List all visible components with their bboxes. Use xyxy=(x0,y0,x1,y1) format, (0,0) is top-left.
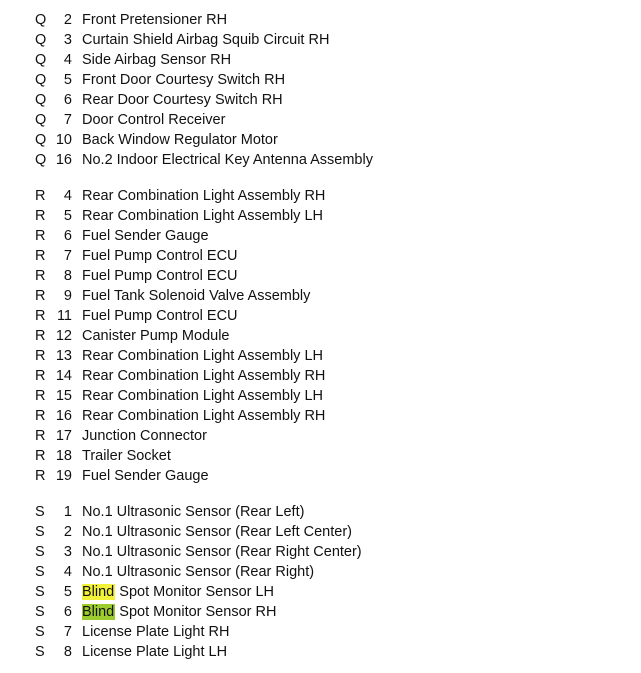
connector-description: No.1 Ultrasonic Sensor (Rear Right) xyxy=(82,564,315,580)
description-text: Spot Monitor Sensor LH xyxy=(115,584,275,600)
connector-row xyxy=(0,10,641,30)
connector-letter: R xyxy=(35,368,46,384)
connector-number: 7 xyxy=(63,112,72,128)
connector-number: 6 xyxy=(63,92,72,108)
connector-description: Rear Combination Light Assembly RH xyxy=(82,408,326,424)
connector-row xyxy=(0,582,641,602)
connector-number: 6 xyxy=(63,604,72,620)
connector-letter: S xyxy=(35,644,45,660)
connector-number: 5 xyxy=(63,72,72,88)
connector-letter: S xyxy=(35,524,45,540)
connector-group xyxy=(0,186,641,486)
connector-description: Fuel Pump Control ECU xyxy=(82,248,238,264)
connector-number: 4 xyxy=(63,564,72,580)
connector-letter: Q xyxy=(35,92,47,108)
connector-number: 19 xyxy=(55,468,72,484)
connector-number: 8 xyxy=(63,268,72,284)
connector-letter: S xyxy=(35,624,45,640)
connector-row xyxy=(0,426,641,446)
connector-description xyxy=(82,602,276,622)
connector-number: 10 xyxy=(55,132,72,148)
connector-row xyxy=(0,466,641,486)
connector-description: Fuel Tank Solenoid Valve Assembly xyxy=(82,288,311,304)
connector-number: 9 xyxy=(63,288,72,304)
connector-number: 16 xyxy=(55,152,72,168)
connector-row xyxy=(0,326,641,346)
connector-number: 3 xyxy=(63,544,72,560)
connector-number: 16 xyxy=(55,408,72,424)
connector-number: 14 xyxy=(55,368,72,384)
connector-number: 2 xyxy=(63,12,72,28)
connector-letter: R xyxy=(35,428,46,444)
connector-row xyxy=(0,130,641,150)
connector-letter: S xyxy=(35,604,45,620)
connector-row xyxy=(0,642,641,662)
connector-description: No.1 Ultrasonic Sensor (Rear Left) xyxy=(82,504,305,520)
connector-letter: R xyxy=(35,248,46,264)
connector-row xyxy=(0,306,641,326)
connector-row xyxy=(0,226,641,246)
connector-number: 6 xyxy=(63,228,72,244)
connector-description: No.1 Ultrasonic Sensor (Rear Left Center) xyxy=(82,524,352,540)
connector-row xyxy=(0,622,641,642)
connector-row xyxy=(0,286,641,306)
connector-number: 17 xyxy=(55,428,72,444)
connector-row xyxy=(0,502,641,522)
connector-number: 4 xyxy=(63,188,72,204)
connector-letter: R xyxy=(35,308,46,324)
connector-row xyxy=(0,522,641,542)
connector-letter: S xyxy=(35,504,45,520)
connector-letter: Q xyxy=(35,32,47,48)
connector-description: License Plate Light RH xyxy=(82,624,230,640)
connector-row xyxy=(0,446,641,466)
connector-letter: R xyxy=(35,228,46,244)
connector-letter: S xyxy=(35,544,45,560)
connector-description xyxy=(82,582,274,602)
connector-description: Rear Door Courtesy Switch RH xyxy=(82,92,283,108)
connector-number: 7 xyxy=(63,624,72,640)
connector-description: Rear Combination Light Assembly LH xyxy=(82,348,323,364)
connector-letter: Q xyxy=(35,52,47,68)
connector-row xyxy=(0,562,641,582)
connector-description: Fuel Sender Gauge xyxy=(82,228,209,244)
connector-number: 15 xyxy=(55,388,72,404)
connector-group xyxy=(0,10,641,170)
connector-letter: R xyxy=(35,388,46,404)
connector-number: 4 xyxy=(63,52,72,68)
connector-row xyxy=(0,346,641,366)
connector-number: 1 xyxy=(63,504,72,520)
connector-description: Fuel Pump Control ECU xyxy=(82,268,238,284)
connector-letter: R xyxy=(35,288,46,304)
connector-row xyxy=(0,90,641,110)
connector-letter: Q xyxy=(35,72,47,88)
connector-letter: R xyxy=(35,208,46,224)
connector-description: Rear Combination Light Assembly RH xyxy=(82,188,326,204)
connector-description: Fuel Pump Control ECU xyxy=(82,308,238,324)
connector-row xyxy=(0,50,641,70)
connector-number: 13 xyxy=(55,348,72,364)
connector-letter: S xyxy=(35,564,45,580)
connector-description: No.1 Ultrasonic Sensor (Rear Right Center) xyxy=(82,544,362,560)
connector-row xyxy=(0,70,641,90)
connector-letter: R xyxy=(35,468,46,484)
connector-number: 2 xyxy=(63,524,72,540)
connector-row xyxy=(0,206,641,226)
connector-description: Front Door Courtesy Switch RH xyxy=(82,72,286,88)
highlighted-text: Blind xyxy=(82,604,115,620)
connector-number: 18 xyxy=(55,448,72,464)
connector-row xyxy=(0,602,641,622)
connector-row xyxy=(0,542,641,562)
connector-description: Back Window Regulator Motor xyxy=(82,132,278,148)
connector-description: Door Control Receiver xyxy=(82,112,226,128)
connector-row xyxy=(0,266,641,286)
connector-description: Rear Combination Light Assembly LH xyxy=(82,208,323,224)
connector-number: 8 xyxy=(63,644,72,660)
connector-row xyxy=(0,186,641,206)
connector-row xyxy=(0,246,641,266)
connector-letter: R xyxy=(35,268,46,284)
connector-description: Front Pretensioner RH xyxy=(82,12,228,28)
connector-description: Junction Connector xyxy=(82,428,207,444)
connector-description: Fuel Sender Gauge xyxy=(82,468,209,484)
connector-description: No.2 Indoor Electrical Key Antenna Assembly xyxy=(82,152,373,168)
connector-letter: R xyxy=(35,408,46,424)
connector-number: 5 xyxy=(63,584,72,600)
connector-row xyxy=(0,30,641,50)
connector-letter: Q xyxy=(35,132,47,148)
connector-number: 11 xyxy=(56,308,72,324)
connector-letter: R xyxy=(35,348,46,364)
connector-group xyxy=(0,502,641,662)
connector-number: 5 xyxy=(63,208,72,224)
connector-row xyxy=(0,150,641,170)
connector-list xyxy=(0,10,641,662)
connector-description: License Plate Light LH xyxy=(82,644,228,660)
connector-letter: S xyxy=(35,584,45,600)
description-text: Spot Monitor Sensor RH xyxy=(115,604,277,620)
connector-letter: Q xyxy=(35,112,47,128)
connector-row xyxy=(0,406,641,426)
connector-description: Curtain Shield Airbag Squib Circuit RH xyxy=(82,32,330,48)
connector-letter: R xyxy=(35,188,46,204)
connector-letter: Q xyxy=(35,152,47,168)
connector-number: 12 xyxy=(55,328,72,344)
connector-description: Canister Pump Module xyxy=(82,328,230,344)
connector-letter: R xyxy=(35,328,46,344)
connector-description: Rear Combination Light Assembly LH xyxy=(82,388,323,404)
connector-description: Side Airbag Sensor RH xyxy=(82,52,232,68)
connector-row xyxy=(0,386,641,406)
connector-description: Rear Combination Light Assembly RH xyxy=(82,368,326,384)
connector-row xyxy=(0,366,641,386)
connector-description: Trailer Socket xyxy=(82,448,171,464)
connector-number: 3 xyxy=(63,32,72,48)
connector-letter: R xyxy=(35,448,46,464)
connector-row xyxy=(0,110,641,130)
connector-number: 7 xyxy=(63,248,72,264)
highlighted-text: Blind xyxy=(82,584,115,600)
connector-letter: Q xyxy=(35,12,47,28)
